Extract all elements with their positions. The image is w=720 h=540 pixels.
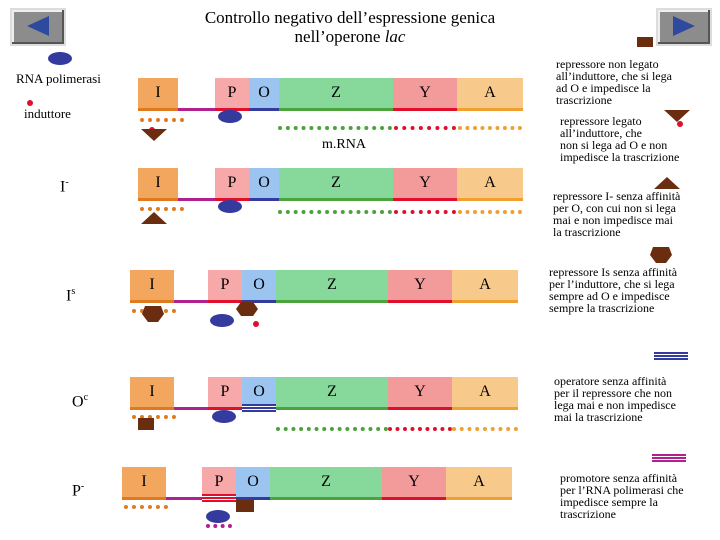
gene-p: P [202,467,236,497]
gene-z: Z [279,168,393,198]
rna-polymerase-icon [206,510,230,523]
gene-y: Y [388,377,452,407]
promoter-mutant-strand [202,494,236,502]
gene-i: I [122,467,166,497]
repressor-bound-icon [141,129,167,141]
dna-strand [452,300,518,303]
gene-p: P [215,168,249,198]
dna-strand [270,497,382,500]
gene-o: O [242,270,276,300]
mrna-a [452,427,518,431]
gene-z: Z [270,467,382,497]
repressor-i-s-icon [142,306,164,322]
operator-mutant-icon [654,352,688,360]
rna-polymerase-icon [218,200,242,213]
mrna-repressor [140,207,184,211]
gene-o: O [249,168,279,198]
dna-strand [138,198,178,201]
repressor-i-s-bound-icon [236,302,258,316]
triangle-right-icon [669,14,699,38]
rna-polymerase-icon [210,314,234,327]
promoter-mutant-icon [652,454,686,462]
mrna-repressor [124,505,168,509]
legend-p-minus-promoter: promotore senza affinità per l’RNA polimerasi che impedisce sempre la trascrizione [560,471,684,521]
gene-p: P [208,270,242,300]
gene-i: I [130,270,174,300]
legend-o-c-operator: operatore senza affinità per il repressore che non lega mai e non impedisce mai la trascrizione [554,374,676,424]
legend-free-repressor: repressore non legato all’induttore, che si lega ad O e impedisce la trascrizione [556,57,672,107]
gene-y: Y [382,467,446,497]
dna-strand [130,407,174,410]
dna-strand [279,198,393,201]
dna-strand [122,497,166,500]
mrna-a [458,210,522,214]
next-slide-button[interactable] [656,8,712,46]
gene-i: I [130,377,174,407]
rna-polymerase-label: RNA polimerasi [16,71,101,86]
row-label-p-minus: P- [72,481,85,500]
dna-strand [174,407,208,410]
rna-polymerase-icon [218,110,242,123]
title-line-2: nell’operone lac [294,27,406,46]
mrna-label: m.RNA [322,137,366,152]
dna-strand [178,198,215,201]
inducer-icon [253,321,259,327]
dna-strand [393,198,457,201]
inducer-label: induttore [24,106,71,121]
gene-i: I [138,78,178,108]
rna-polymerase-icon [212,410,236,423]
dna-strand [457,198,523,201]
gene-y: Y [388,270,452,300]
dna-strand [457,108,523,111]
gene-a: A [452,270,518,300]
gene-z: Z [279,78,393,108]
dna-strand [249,108,279,111]
mrna-a [458,126,522,130]
legend-i-minus-repressor: repressore I- senza affinità per O, con cui non si lega mai e non impedisce mai la trascrizione [553,189,681,239]
gene-o: O [249,78,279,108]
dna-strand [130,300,174,303]
triangle-left-icon [23,14,53,38]
row-label-i-minus: I- [60,177,69,196]
dna-strand [382,497,446,500]
i-minus-repressor-icon [654,177,680,189]
rna-polymerase-icon [48,52,72,65]
dna-strand [174,300,208,303]
slide-title [150,8,550,46]
prev-slide-button[interactable] [10,8,66,46]
gene-a: A [457,78,523,108]
gene-p: P [208,377,242,407]
dna-strand [249,198,279,201]
dna-strand [452,407,518,410]
mrna-z [276,427,388,431]
dna-strand [388,300,452,303]
dna-strand [138,108,178,111]
repressor-icon [236,500,254,512]
gene-y: Y [393,168,457,198]
mutant-promoter-marker [206,524,232,528]
mrna-y [394,210,456,214]
gene-z: Z [276,377,388,407]
gene-p: P [215,78,249,108]
legend-i-s-repressor: repressore Is senza affinità per l’induttore, che si lega sempre ad O e impedisce sempre la trascrizione [549,265,678,315]
row-label-o-c: $O^c$ [72,392,89,411]
gene-i: I [138,168,178,198]
dna-strand [276,300,388,303]
mrna-y [394,126,456,130]
title-line-1: Controllo negativo dell’espressione genica [204,8,496,27]
gene-a: A [457,168,523,198]
gene-y: Y [393,78,457,108]
gene-o: O [242,377,276,407]
free-repressor-icon [637,37,653,47]
dna-strand [166,497,202,500]
gene-z: Z [276,270,388,300]
mrna-z [278,126,392,130]
dna-strand [393,108,457,111]
repressor-icon [138,418,154,430]
dna-strand [388,407,452,410]
repressor-i-minus-icon [141,212,167,224]
i-s-repressor-icon [650,247,672,263]
mrna-repressor [140,118,184,122]
dna-strand [279,108,393,111]
dna-strand [276,407,388,410]
gene-a: A [446,467,512,497]
dna-strand [446,497,512,500]
operator-mutant-strand [242,404,276,412]
gene-a: A [452,377,518,407]
legend-bound-repressor: repressore legato all’induttore, che non si lega ad O e non impedisce la trascrizione [560,114,680,164]
mrna-y [388,427,452,431]
dna-strand [178,108,215,111]
gene-o: O [236,467,270,497]
row-label-i-s: $I^s$ [66,286,76,305]
mrna-z [278,210,392,214]
